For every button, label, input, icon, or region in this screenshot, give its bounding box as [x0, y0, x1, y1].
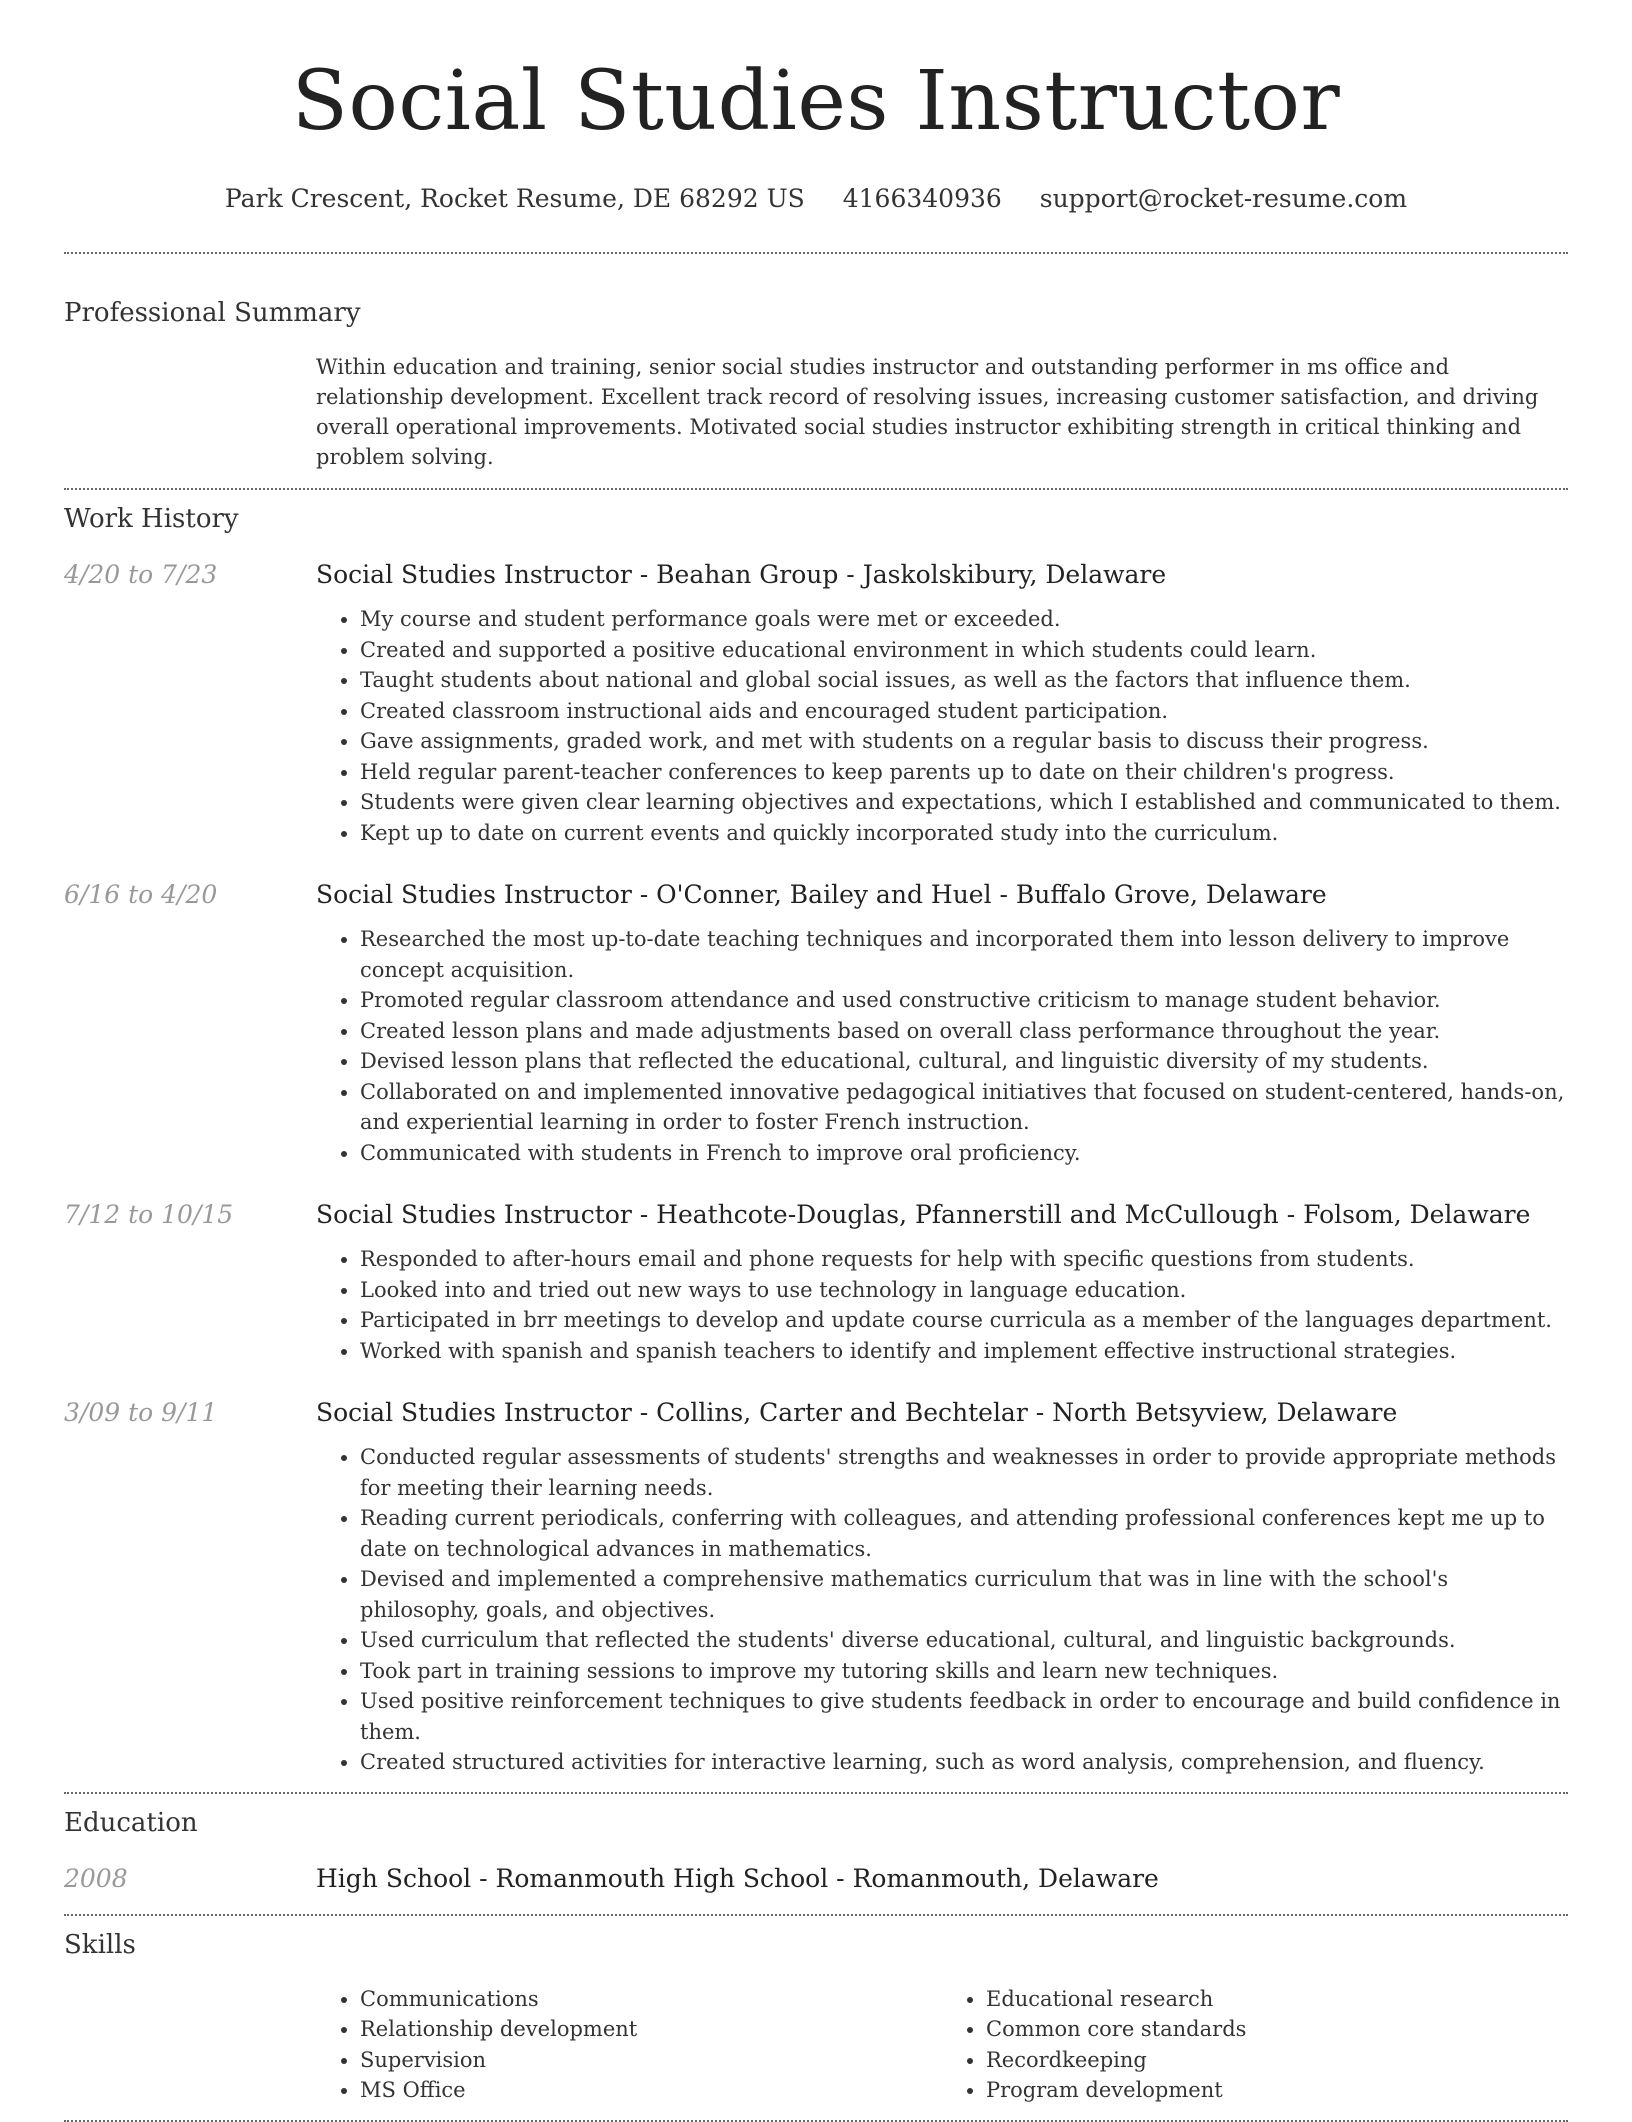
skill-item: • Relationship development: [360, 2014, 942, 2045]
skills-column-left: [316, 1984, 942, 2106]
job-entry: [64, 558, 1568, 848]
job-bullet: • Responded to after-hours email and phone requests for help with specific questions from students.: [360, 1244, 1568, 1275]
job-title: Social Studies Instructor - O'Conner, Bailey and Huel - Buffalo Grove, Delaware: [316, 880, 1327, 909]
divider: [64, 2120, 1568, 2122]
job-bullet: • Created and supported a positive educational environment in which students could learn.: [360, 635, 1568, 666]
job-bullet: • Created classroom instructional aids and encouraged student participation.: [360, 696, 1568, 727]
job-bullet: • Used positive reinforcement techniques to give students feedback in order to encourage and build confidence in them.: [360, 1686, 1568, 1747]
skill-item: • Educational research: [986, 1984, 1568, 2015]
summary-text: Within education and training, senior social studies instructor and outstanding performer in ms office and relationship development. Excellent track record of resolving issues, increasing customer satisfaction, and driving overall operational improvements. Motivated social studies instructor exhibiting strength in critical thinking and problem solving.: [316, 355, 1539, 469]
skill-item: • Supervision: [360, 2045, 942, 2076]
job-body: [316, 1198, 1568, 1366]
skill-item: • Program development: [986, 2075, 1568, 2106]
job-bullet: • Collaborated on and implemented innovative pedagogical initiatives that focused on student-centered, hands-on, and experiential learning in order to foster French instruction.: [360, 1077, 1568, 1138]
education-year: 2008: [64, 1863, 128, 1893]
job-bullet: • Students were given clear learning objectives and expectations, which I established and communicated to them.: [360, 787, 1568, 818]
job-bullet: • Communicated with students in French to improve oral proficiency.: [360, 1138, 1568, 1169]
job-title: Social Studies Instructor - Heathcote-Douglas, Pfannerstill and McCullough - Folsom, Delaware: [316, 1200, 1531, 1229]
job-bullet: • Reading current periodicals, conferring with colleagues, and attending professional conferences kept me up to date on technological advances in mathematics.: [360, 1503, 1568, 1564]
work-history-heading: Work History: [64, 504, 239, 534]
job-bullet: • My course and student performance goals were met or exceeded.: [360, 604, 1568, 635]
job-bullet: • Kept up to date on current events and quickly incorporated study into the curriculum.: [360, 818, 1568, 849]
job-dates: 6/16 to 4/20: [64, 880, 218, 909]
job-bullet: • Devised lesson plans that reflected the educational, cultural, and linguistic diversity of my students.: [360, 1046, 1568, 1077]
job-entry: [64, 1396, 1568, 1778]
job-dates: 3/09 to 9/11: [64, 1398, 218, 1427]
contact-line: [64, 182, 1568, 216]
job-bullet: • Gave assignments, graded work, and met with students on a regular basis to discuss their progress.: [360, 726, 1568, 757]
education-entry: [64, 1862, 1568, 1896]
skill-item: • MS Office: [360, 2075, 942, 2106]
job-dates: 7/12 to 10/15: [64, 1200, 234, 1229]
job-entry: [64, 878, 1568, 1168]
job-dates: 4/20 to 7/23: [64, 560, 218, 589]
skills-heading: Skills: [64, 1929, 136, 1960]
skill-item: • Recordkeeping: [986, 2045, 1568, 2076]
job-bullets: [316, 924, 1568, 1168]
job-bullet: • Conducted regular assessments of students' strengths and weaknesses in order to provide appropriate methods for meeting their learning needs.: [360, 1442, 1568, 1503]
job-bullet: • Took part in training sessions to improve my tutoring skills and learn new techniques.: [360, 1656, 1568, 1687]
job-bullet: • Used curriculum that reflected the students' diverse educational, cultural, and linguistic backgrounds.: [360, 1625, 1568, 1656]
job-bullets: [316, 1442, 1568, 1778]
job-bullet: • Looked into and tried out new ways to use technology in language education.: [360, 1275, 1568, 1306]
education-body: [316, 1862, 1568, 1896]
divider: [64, 488, 1568, 490]
skills-column-right: [942, 1984, 1568, 2106]
job-body: [316, 1396, 1568, 1778]
divider: [64, 252, 1568, 254]
job-bullet: • Created structured activities for interactive learning, such as word analysis, comprehension, and fluency.: [360, 1747, 1568, 1778]
job-bullet: • Devised and implemented a comprehensive mathematics curriculum that was in line with the school's philosophy, goals, and objectives.: [360, 1564, 1568, 1625]
job-entry: [64, 1198, 1568, 1366]
divider: [64, 1792, 1568, 1794]
education-title: High School - Romanmouth High School - Romanmouth, Delaware: [316, 1863, 1159, 1893]
skill-item: • Common core standards: [986, 2014, 1568, 2045]
job-body: [316, 878, 1568, 1168]
contact-phone: 4166340936: [842, 184, 1002, 213]
divider: [64, 1914, 1568, 1916]
job-body: [316, 558, 1568, 848]
job-bullet: • Worked with spanish and spanish teachers to identify and implement effective instructional strategies.: [360, 1336, 1568, 1367]
contact-address: Park Crescent, Rocket Resume, DE 68292 US: [224, 184, 805, 213]
job-bullets: [316, 1244, 1568, 1366]
job-bullet: • Created lesson plans and made adjustments based on overall class performance throughout the year.: [360, 1016, 1568, 1047]
resume-name: Social Studies Instructor: [291, 54, 1341, 149]
skills-list: [316, 1984, 1568, 2106]
job-bullet: • Held regular parent-teacher conferences to keep parents up to date on their children's progress.: [360, 757, 1568, 788]
job-bullet: • Participated in brr meetings to develop and update course curricula as a member of the languages department.: [360, 1305, 1568, 1336]
summary-heading: Professional Summary: [64, 298, 361, 328]
job-title: Social Studies Instructor - Beahan Group - Jaskolskibury, Delaware: [316, 560, 1167, 589]
education-heading: Education: [64, 1807, 198, 1838]
job-bullets: [316, 604, 1568, 848]
job-bullet: • Researched the most up-to-date teaching techniques and incorporated them into lesson delivery to improve concept acquisition.: [360, 924, 1568, 985]
job-bullet: • Promoted regular classroom attendance and used constructive criticism to manage student behavior.: [360, 985, 1568, 1016]
contact-email: support@rocket-resume.com: [1039, 184, 1408, 213]
job-title: Social Studies Instructor - Collins, Carter and Bechtelar - North Betsyview, Delaware: [316, 1398, 1398, 1427]
job-bullet: • Taught students about national and global social issues, as well as the factors that influence them.: [360, 665, 1568, 696]
skill-item: • Communications: [360, 1984, 942, 2015]
